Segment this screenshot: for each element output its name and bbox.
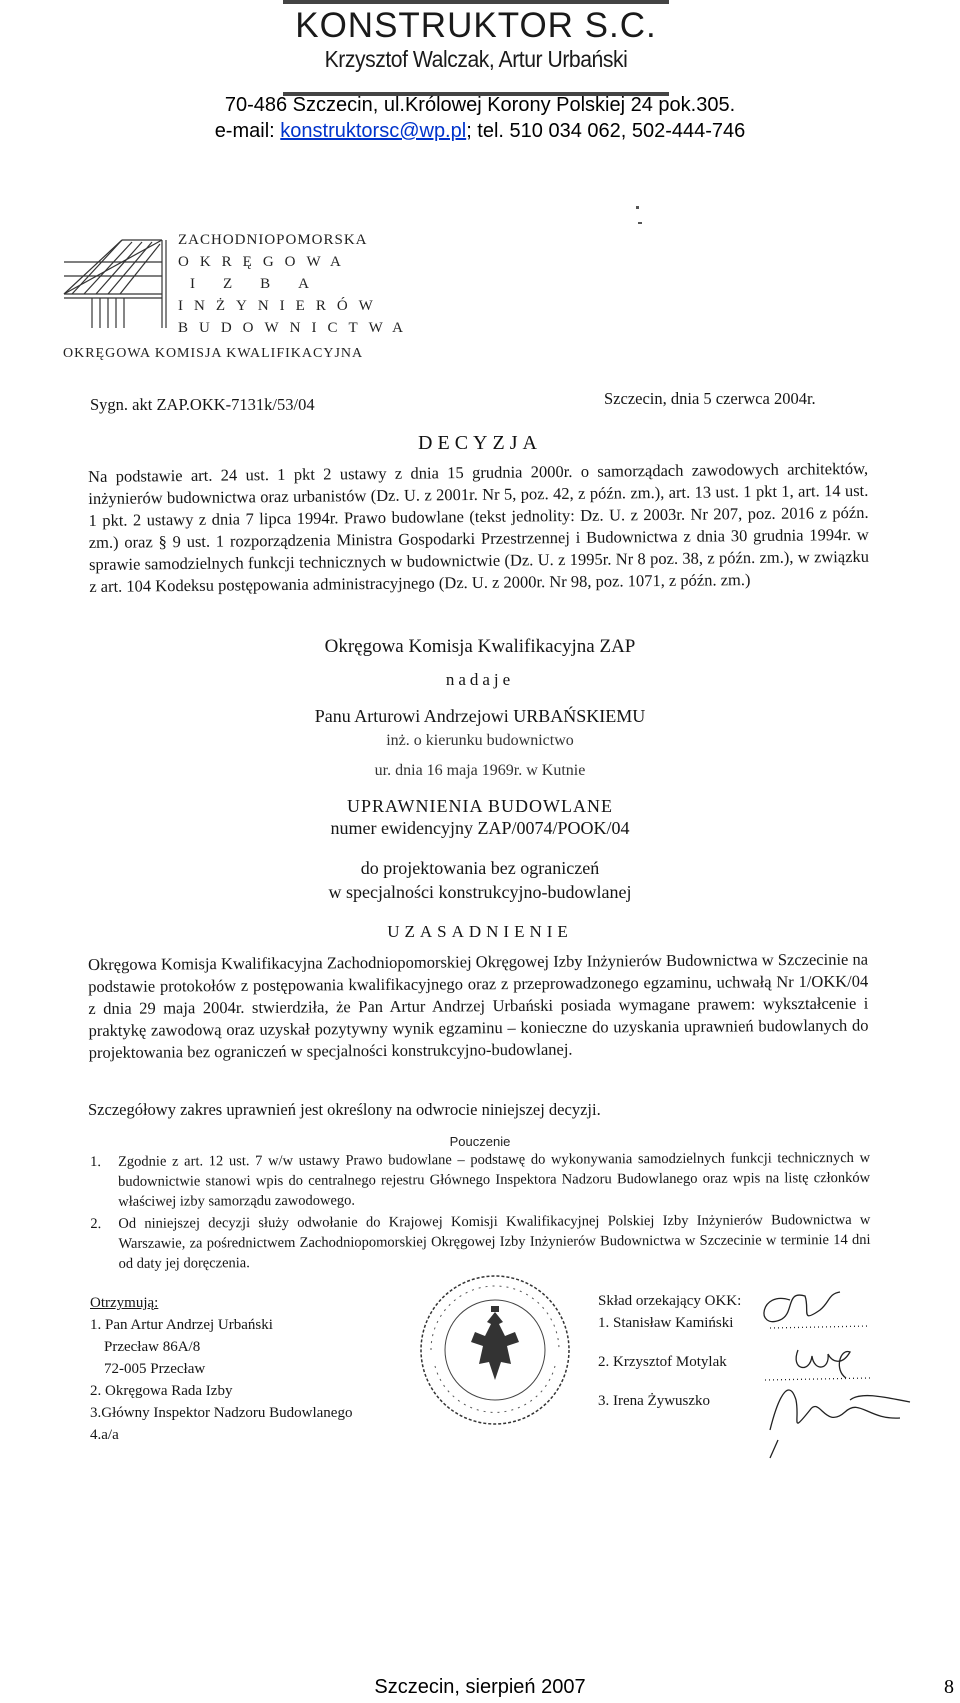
recipient-birth: ur. dnia 16 maja 1969r. w Kutnie xyxy=(374,762,586,779)
instruction-number: 1. xyxy=(90,1153,101,1170)
footer-place-date: Szczecin, sierpień 2007 xyxy=(374,1676,586,1698)
chamber-line: OKRĘGOWA xyxy=(178,254,352,270)
instructions-title: Pouczenie xyxy=(449,1134,511,1149)
instruction-text: Zgodnie z art. 12 ust. 7 w/w ustawy Prawo budowlane – podstawę do wykonywania samodzielnych funkcji technicznych w budownictwie stanowi wpis do centralnego rejestru Głównego Inspektora Nadzoru Budowlanego oraz wpis na listę członków właściwej izby samorządu zawodowego. xyxy=(118,1149,871,1210)
registry-number: numer ewidencyjny ZAP/0074/POOK/04 xyxy=(330,818,630,838)
instruction-item xyxy=(90,1210,870,1274)
distribution-item: Przecław 86A/8 xyxy=(104,1339,201,1355)
chamber-line: ZACHODNIOPOMORSKA xyxy=(178,232,368,248)
chamber-line: INŻYNIERÓW xyxy=(178,298,384,314)
company-contact xyxy=(0,120,960,143)
chamber-line: BUDOWNICTWA xyxy=(178,320,414,336)
decision-title: DECYZJA xyxy=(418,432,542,454)
distribution-item: 72-005 Przecław xyxy=(104,1361,206,1377)
official-seal-icon xyxy=(415,1270,575,1430)
panel-member: 3. Irena Żywuszko xyxy=(598,1393,711,1409)
recipient-degree: inż. o kierunku budownictwo xyxy=(386,732,574,749)
company-name: KONSTRUKTOR S.C. xyxy=(295,6,657,45)
scan-speck xyxy=(638,222,642,224)
details-note: Szczegółowy zakres uprawnień jest określony na odwrocie niniejszej decyzji. xyxy=(88,1100,601,1119)
scope-line: do projektowania bez ograniczeń xyxy=(360,858,600,878)
signatures-icon xyxy=(750,1280,920,1460)
company-address: 70-486 Szczecin, ul.Królowej Korony Polskiej 24 pok.305. xyxy=(224,94,736,116)
instructions-list xyxy=(90,1148,871,1276)
recipient-name: Panu Arturowi Andrzejowi URBAŃSKIEMU xyxy=(314,706,646,726)
panel-spacer xyxy=(598,1373,741,1390)
panel-member: 2. Krzysztof Motylak xyxy=(598,1354,727,1370)
justification-title: UZASADNIENIE xyxy=(387,922,573,941)
panel-title: Skład orzekający OKK: xyxy=(598,1293,742,1309)
adjudicating-panel xyxy=(598,1290,741,1412)
email-link[interactable]: konstruktorsc@wp.pl xyxy=(280,120,467,142)
chamber-name xyxy=(178,232,414,342)
distribution-item: 2. Okręgowa Rada Izby xyxy=(90,1383,233,1399)
instruction-text: Od niniejszej decyzji służy odwołanie do Krajowej Komisji Kwalifikacyjnej Polskiej Izby Inżynierów Budownictwa w Warszawie, za pośrednictwem Zachodniopomorskiej Okręgowej Izby Inżynierów Budownictwa w Szczecinie w terminie 14 dni od daty jej doręczenia. xyxy=(118,1211,871,1272)
distribution-title: Otrzymują: xyxy=(90,1295,159,1311)
decision-date: Szczecin, dnia 5 czerwca 2004r. xyxy=(604,389,816,408)
panel-member: 1. Stanisław Kamiński xyxy=(598,1315,734,1331)
case-reference: Sygn. akt ZAP.OKK-7131k/53/04 xyxy=(90,395,315,414)
chamber-logo-icon xyxy=(62,232,172,332)
email-prefix: e-mail: xyxy=(214,120,281,142)
scan-speck xyxy=(636,206,639,209)
chamber-line: IZBA xyxy=(190,276,337,292)
instruction-number: 2. xyxy=(90,1215,102,1232)
company-owners: Krzysztof Walczak, Artur Urbański xyxy=(324,46,628,72)
page-number: 8 xyxy=(944,1676,954,1698)
legal-basis-paragraph: Na podstawie art. 24 ust. 1 pkt 2 ustawy z dnia 15 grudnia 2000r. o samorządach zawodowych architektów, inżynierów budownictwa oraz urbanistów (Dz. U. z 2001r. Nr 5, poz. 42, z późn. zm.), art. 13 ust. 1 pkt 1, art. 14 ust. 1 pkt. 2 ustawy z dnia 7 lipca 1994r. Prawo budowlane (tekst jednolity: Dz. U. z 2003r. Nr 207, poz. 2016 z późn. zm.) oraz § 9 ust. 1 rozporządzenia Ministra Gospodarki Przestrzennej i Budownictwa z dnia 30 grudnia 1994r. w sprawie samodzielnych funkcji technicznych w budownictwie (Dz. U. z 1995r. Nr 8 poz. 38, z późn. zm.), w związku z art. 104 Kodeksu postępowania administracyjnego (Dz. U. z 2000r. Nr 98, poz. 1071, z późn. zm.) xyxy=(88,458,870,596)
grants-verb: nadaje xyxy=(445,670,515,689)
distribution-item: 3.Główny Inspektor Nadzoru Budowlanego xyxy=(90,1405,353,1421)
phone-numbers: ; tel. 510 034 062, 502-444-746 xyxy=(466,120,746,142)
panel-spacer xyxy=(598,1334,741,1351)
issuing-authority: Okręgowa Komisja Kwalifikacyjna ZAP xyxy=(324,636,636,657)
rights-title: UPRAWNIENIA BUDOWLANE xyxy=(346,796,614,816)
scope-line: w specjalności konstrukcyjno-budowlanej xyxy=(328,882,632,902)
distribution-list xyxy=(90,1292,352,1446)
distribution-item: 1. Pan Artur Andrzej Urbański xyxy=(90,1317,273,1333)
distribution-item: 4.a/a xyxy=(90,1427,119,1443)
commission-name: OKRĘGOWA KOMISJA KWALIFIKACYJNA xyxy=(63,346,364,361)
justification-paragraph: Okręgowa Komisja Kwalifikacyjna Zachodniopomorskiej Okręgowej Izby Inżynierów Budownictwa w Szczecinie na podstawie protokołów z postępowania kwalifikacyjnego oraz z przeprowadzonego egzaminu, uchwałą Nr 1/OKK/04 z dnia 29 maja 2004r. stwierdziła, że Pan Artur Andrzej Urbański posiada wymagane prawem: wykształcenie i praktykę zawodową oraz uzyskał pozytywny wynik egzaminu – konieczne do uzyskania uprawnień budowlanych do projektowania bez ograniczeń w specjalności konstrukcyjno-budowlanej. xyxy=(88,949,869,1062)
instruction-item xyxy=(90,1148,870,1212)
